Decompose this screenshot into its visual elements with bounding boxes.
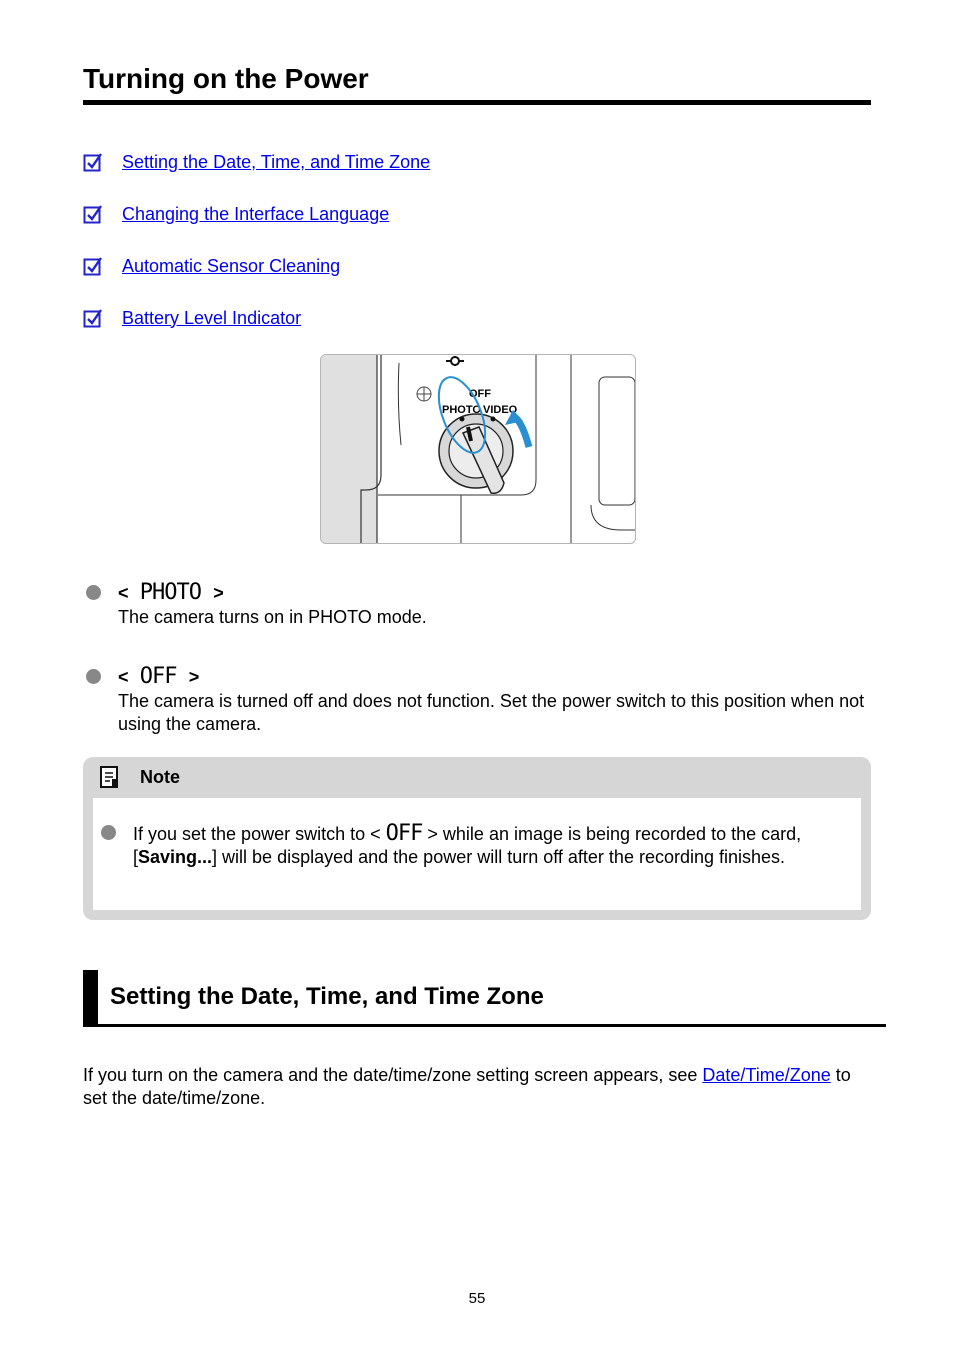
- toc-item-date-time[interactable]: [83, 148, 430, 176]
- page-number: 55: [468, 1290, 486, 1307]
- section-paragraph: If you turn on the camera and the date/time/zone setting screen appears, see Date/Time/Zone to set the date/time/zone.: [83, 1065, 851, 1108]
- note-item: [101, 822, 823, 869]
- bullet-icon: [101, 825, 116, 840]
- related-topics-list: [83, 148, 430, 356]
- power-switch-illustration: [320, 354, 636, 544]
- toc-link[interactable]: Setting the Date, Time, and Time Zone: [122, 151, 431, 172]
- mode-off: [86, 662, 866, 736]
- bullet-icon: [86, 585, 101, 600]
- toc-link[interactable]: Automatic Sensor Cleaning: [122, 255, 341, 276]
- note-title: Note: [140, 766, 180, 787]
- toc-item-battery[interactable]: [83, 304, 430, 332]
- checkbox-arrow-icon: [83, 204, 103, 224]
- toc-link[interactable]: Changing the Interface Language: [122, 203, 390, 224]
- note-body: [93, 798, 861, 910]
- section-heading-text: Setting the Date, Time, and Time Zone: [110, 983, 544, 1010]
- toc-item-sensor-cleaning[interactable]: [83, 252, 430, 280]
- bullet-icon: [86, 669, 101, 684]
- date-time-zone-link[interactable]: Date/Time/Zone: [702, 1065, 831, 1085]
- switch-label-photo: PHOTO: [442, 404, 481, 416]
- toc-link[interactable]: Battery Level Indicator: [122, 307, 302, 328]
- note-box: [83, 757, 871, 920]
- note-icon: [99, 765, 119, 789]
- page-title: Turning on the Power: [83, 60, 871, 105]
- mode-off-description: The camera is turned off and does not function. Set the power switch to this position when not using the camera.: [118, 691, 865, 734]
- checkbox-arrow-icon: [83, 256, 103, 276]
- mode-photo: [86, 578, 866, 629]
- switch-label-video: VIDEO: [483, 404, 518, 416]
- switch-label-off: OFF: [469, 388, 491, 400]
- section-heading: [83, 970, 886, 1027]
- mode-photo-label: < PHOTO >: [118, 579, 223, 605]
- checkbox-arrow-icon: [83, 308, 103, 328]
- mode-off-label: < OFF >: [118, 663, 199, 689]
- mode-photo-description: The camera turns on in PHOTO mode.: [118, 607, 427, 627]
- camera-top-drawing: [321, 355, 635, 543]
- note-text: If you set the power switch to < OFF > while an image is being recorded to the card, [Saving...] will be displayed and the power will turn off after the recording finishes.: [133, 821, 802, 867]
- toc-item-language[interactable]: [83, 200, 430, 228]
- checkbox-arrow-icon: [83, 152, 103, 172]
